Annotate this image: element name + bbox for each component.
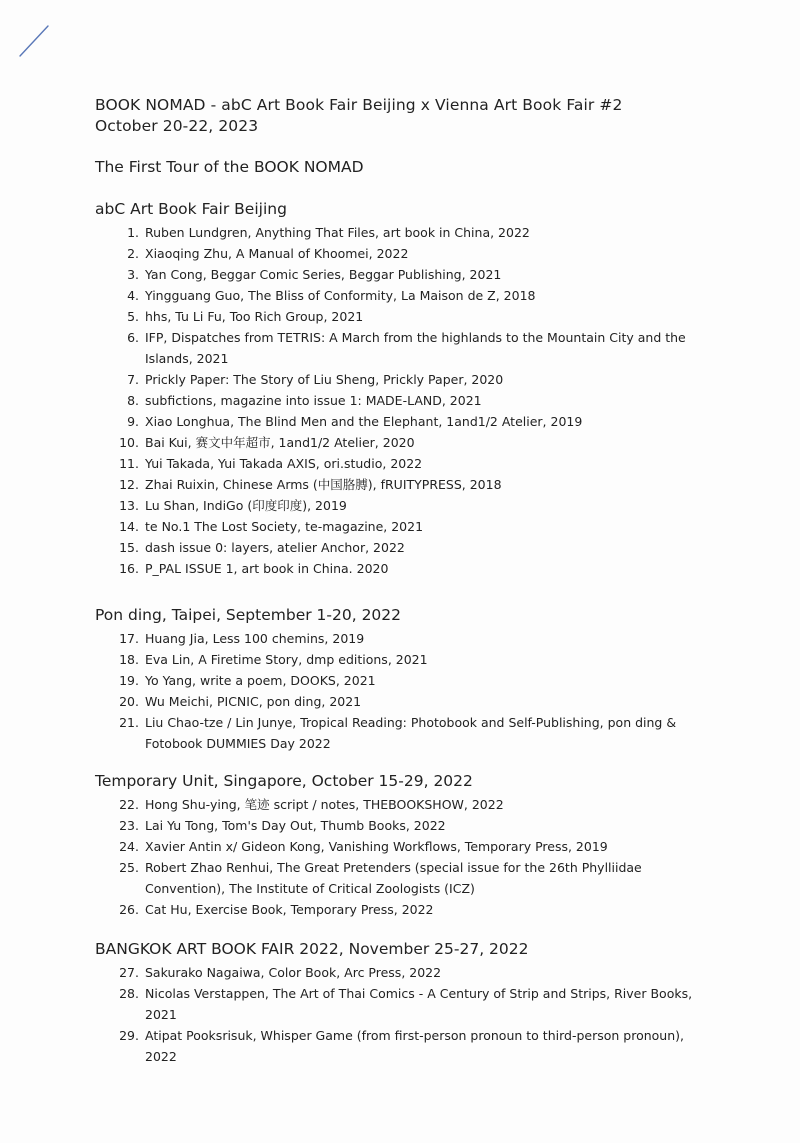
- list-item: [95, 962, 735, 983]
- list-item: [95, 815, 735, 836]
- item-number: 13.: [119, 498, 139, 513]
- list-item: [95, 836, 735, 857]
- list-item: [95, 474, 735, 495]
- item-list: [95, 962, 735, 1067]
- list-item: [95, 285, 735, 306]
- item-number: 5.: [127, 309, 139, 324]
- item-text: IFP, Dispatches from TETRIS: A March from the highlands to the Mountain City and the Islands, 2021: [145, 330, 686, 366]
- list-item: [95, 516, 735, 537]
- item-number: 12.: [119, 477, 139, 492]
- list-item: [95, 411, 735, 432]
- item-text: Yui Takada, Yui Takada AXIS, ori.studio, 2022: [145, 456, 423, 471]
- item-text: Lu Shan, IndiGo (印度印度), 2019: [145, 498, 347, 513]
- item-text: hhs, Tu Li Fu, Too Rich Group, 2021: [145, 309, 364, 324]
- item-number: 24.: [119, 839, 139, 854]
- list-item: [95, 857, 735, 899]
- item-text: Atipat Pooksrisuk, Whisper Game (from first-person pronoun to third-person pronoun), 2022: [145, 1028, 684, 1064]
- header-title: BOOK NOMAD - abC Art Book Fair Beijing x Vienna Art Book Fair #2: [95, 96, 623, 114]
- list-item: [95, 327, 735, 369]
- item-text: Prickly Paper: The Story of Liu Sheng, Prickly Paper, 2020: [145, 372, 504, 387]
- list-item: [95, 264, 735, 285]
- item-text: Yingguang Guo, The Bliss of Conformity, La Maison de Z, 2018: [145, 288, 536, 303]
- item-text: Yo Yang, write a poem, DOOKS, 2021: [145, 673, 376, 688]
- item-text: Zhai Ruixin, Chinese Arms (中国胳膊), fRUITYPRESS, 2018: [145, 477, 502, 492]
- document-subtitle: The First Tour of the BOOK NOMAD: [95, 158, 364, 176]
- list-item: [95, 369, 735, 390]
- list-item: [95, 628, 735, 649]
- item-text: Wu Meichi, PICNIC, pon ding, 2021: [145, 694, 362, 709]
- pen-stroke-mark: [14, 22, 54, 62]
- item-number: 17.: [119, 631, 139, 646]
- list-item: [95, 537, 735, 558]
- list-item: [95, 390, 735, 411]
- section-abc-beijing: [95, 199, 735, 579]
- item-number: 2.: [127, 246, 139, 261]
- item-text: Eva Lin, A Firetime Story, dmp editions, 2021: [145, 652, 428, 667]
- item-number: 15.: [119, 540, 139, 555]
- item-text: Yan Cong, Beggar Comic Series, Beggar Publishing, 2021: [145, 267, 502, 282]
- item-number: 16.: [119, 561, 139, 576]
- item-number: 26.: [119, 902, 139, 917]
- item-number: 25.: [119, 860, 139, 875]
- item-text: Liu Chao-tze / Lin Junye, Tropical Reading: Photobook and Self-Publishing, pon ding & Fotobook DUMMIES Day 2022: [145, 715, 677, 751]
- list-item: [95, 670, 735, 691]
- section-title: Temporary Unit, Singapore, October 15-29, 2022: [95, 772, 473, 790]
- item-text: Xiaoqing Zhu, A Manual of Khoomei, 2022: [145, 246, 409, 261]
- list-item: [95, 432, 735, 453]
- list-item: [95, 453, 735, 474]
- item-text: P_PAL ISSUE 1, art book in China. 2020: [145, 561, 389, 576]
- item-list: [95, 628, 735, 754]
- item-text: Hong Shu-ying, 笔迹 script / notes, THEBOOKSHOW, 2022: [145, 797, 504, 812]
- section-bangkok-art-book-fair: [95, 939, 735, 1067]
- list-item: [95, 558, 735, 579]
- item-text: te No.1 The Lost Society, te-magazine, 2021: [145, 519, 424, 534]
- item-text: dash issue 0: layers, atelier Anchor, 2022: [145, 540, 405, 555]
- list-item: [95, 243, 735, 264]
- header-date: October 20-22, 2023: [95, 117, 259, 135]
- section-pon-ding-taipei: [95, 605, 735, 754]
- item-number: 22.: [119, 797, 139, 812]
- list-item: [95, 1025, 735, 1067]
- item-number: 28.: [119, 986, 139, 1001]
- item-number: 3.: [127, 267, 139, 282]
- item-text: Huang Jia, Less 100 chemins, 2019: [145, 631, 365, 646]
- item-number: 4.: [127, 288, 139, 303]
- section-temporary-unit-singapore: [95, 771, 735, 920]
- item-number: 10.: [119, 435, 139, 450]
- item-number: 19.: [119, 673, 139, 688]
- item-text: Lai Yu Tong, Tom's Day Out, Thumb Books, 2022: [145, 818, 446, 833]
- item-number: 8.: [127, 393, 139, 408]
- list-item: [95, 222, 735, 243]
- item-text: Ruben Lundgren, Anything That Files, art book in China, 2022: [145, 225, 530, 240]
- item-number: 6.: [127, 330, 139, 345]
- item-text: Xiao Longhua, The Blind Men and the Elephant, 1and1/2 Atelier, 2019: [145, 414, 583, 429]
- item-number: 27.: [119, 965, 139, 980]
- section-title: abC Art Book Fair Beijing: [95, 200, 287, 218]
- item-number: 11.: [119, 456, 139, 471]
- list-item: [95, 691, 735, 712]
- item-number: 18.: [119, 652, 139, 667]
- item-number: 7.: [127, 372, 139, 387]
- list-item: [95, 794, 735, 815]
- item-text: Cat Hu, Exercise Book, Temporary Press, 2022: [145, 902, 434, 917]
- item-text: Xavier Antin x/ Gideon Kong, Vanishing Workflows, Temporary Press, 2019: [145, 839, 608, 854]
- item-text: subfictions, magazine into issue 1: MADE-LAND, 2021: [145, 393, 482, 408]
- item-number: 23.: [119, 818, 139, 833]
- item-text: Robert Zhao Renhui, The Great Pretenders (special issue for the 26th Phylliidae Convention), The Institute of Critical Zoologists (ICZ): [145, 860, 642, 896]
- item-text: Bai Kui, 赛文中年超市, 1and1/2 Atelier, 2020: [145, 435, 415, 450]
- item-list: [95, 222, 735, 579]
- list-item: [95, 899, 735, 920]
- item-list: [95, 794, 735, 920]
- list-item: [95, 712, 735, 754]
- item-text: Sakurako Nagaiwa, Color Book, Arc Press, 2022: [145, 965, 442, 980]
- item-number: 1.: [127, 225, 139, 240]
- item-text: Nicolas Verstappen, The Art of Thai Comics - A Century of Strip and Strips, River Books, 2021: [145, 986, 693, 1022]
- list-item: [95, 306, 735, 327]
- item-number: 29.: [119, 1028, 139, 1043]
- item-number: 21.: [119, 715, 139, 730]
- document-header: [95, 95, 622, 137]
- item-number: 20.: [119, 694, 139, 709]
- list-item: [95, 649, 735, 670]
- item-number: 9.: [127, 414, 139, 429]
- section-title: BANGKOK ART BOOK FAIR 2022, November 25-27, 2022: [95, 940, 529, 958]
- item-number: 14.: [119, 519, 139, 534]
- list-item: [95, 495, 735, 516]
- section-title: Pon ding, Taipei, September 1-20, 2022: [95, 606, 402, 624]
- list-item: [95, 983, 735, 1025]
